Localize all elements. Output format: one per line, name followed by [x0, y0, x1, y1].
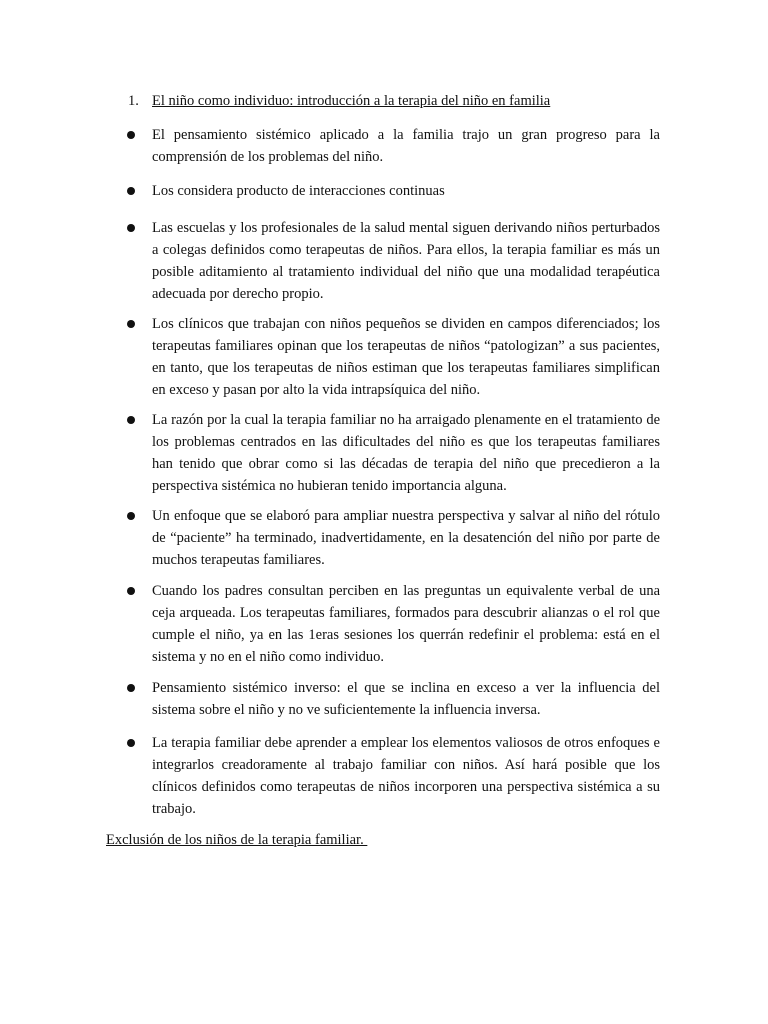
bullet-dot	[127, 416, 135, 424]
bullet-item	[152, 580, 660, 668]
bullet-text: Los considera producto de interacciones continuas	[152, 183, 445, 199]
bullet-item	[152, 505, 660, 571]
bullet-text: La terapia familiar debe aprender a emplear los elementos valiosos de otros enfoques e integrarlos creadoramente al trabajo familiar con niños. Así hará posible que los clínicos definidos como terapeutas de niños incorporen una perspectiva sistémica a su trabajo.	[152, 735, 660, 817]
bullet-item	[152, 217, 660, 305]
bullet-dot	[127, 739, 135, 747]
section-title: Exclusión de los niños de la terapia familiar.	[106, 832, 368, 848]
bullet-item	[152, 409, 660, 497]
bullet-text: El pensamiento sistémico aplicado a la familia trajo un gran progreso para la comprensión de los problemas del niño.	[152, 127, 660, 165]
bullet-item	[152, 732, 660, 820]
bullet-dot	[127, 320, 135, 328]
bullet-text: La razón por la cual la terapia familiar no ha arraigado plenamente en el tratamiento de los problemas centrados en las dificultades del niño es que los terapeutas familiares han tenido que obrar como si las décadas de terapia del niño que precedieron a la perspectiva sistémica no hubieran tenido importancia alguna.	[152, 412, 660, 494]
bullet-item	[152, 180, 660, 202]
bullet-text: Cuando los padres consultan perciben en las preguntas un equivalente verbal de una ceja arqueada. Los terapeutas familiares, formados para descubrir alianzas o el rol que cumple el niño, ya en las 1eras sesiones los querrán redefinir el problema: está en el sistema y no en el niño como individuo.	[152, 583, 660, 665]
bullet-text: Un enfoque que se elaboró para ampliar nuestra perspectiva y salvar al niño del rótulo de “paciente” ha terminado, inadvertidamente, en la desatención del niño por parte de muchos terapeutas familiares.	[152, 508, 660, 568]
bullet-dot	[127, 512, 135, 520]
bullet-item	[152, 313, 660, 401]
section-heading	[128, 91, 550, 111]
bullet-text: Las escuelas y los profesionales de la salud mental siguen derivando niños perturbados a colegas definidos como terapeutas de niños. Para ellos, la terapia familiar es más un posible aditamiento al tratamiento individual del niño que una modalidad terapéutica adecuada por derecho propio.	[152, 220, 660, 302]
bullet-text: Los clínicos que trabajan con niños pequeños se dividen en campos diferenciados; los terapeutas familiares opinan que los terapeutas de niños “patologizan” a sus pacientes, en tanto, que los terapeutas de niños estiman que los terapeutas familiares simplifican en exceso y pasan por alto la vida intrapsíquica del niño.	[152, 316, 660, 398]
heading-title: El niño como individuo: introducción a la terapia del niño en familia	[152, 93, 551, 109]
bullet-dot	[127, 684, 135, 692]
bullet-dot	[127, 587, 135, 595]
bullet-dot	[127, 131, 135, 139]
heading-number: 1.	[128, 93, 139, 109]
bullet-text: Pensamiento sistémico inverso: el que se inclina en exceso a ver la influencia del sistema sobre el niño y no ve suficientemente la influencia inversa.	[152, 680, 660, 718]
bullet-item	[152, 677, 660, 721]
bullet-dot	[127, 187, 135, 195]
bullet-dot	[127, 224, 135, 232]
bullet-item	[152, 124, 660, 168]
